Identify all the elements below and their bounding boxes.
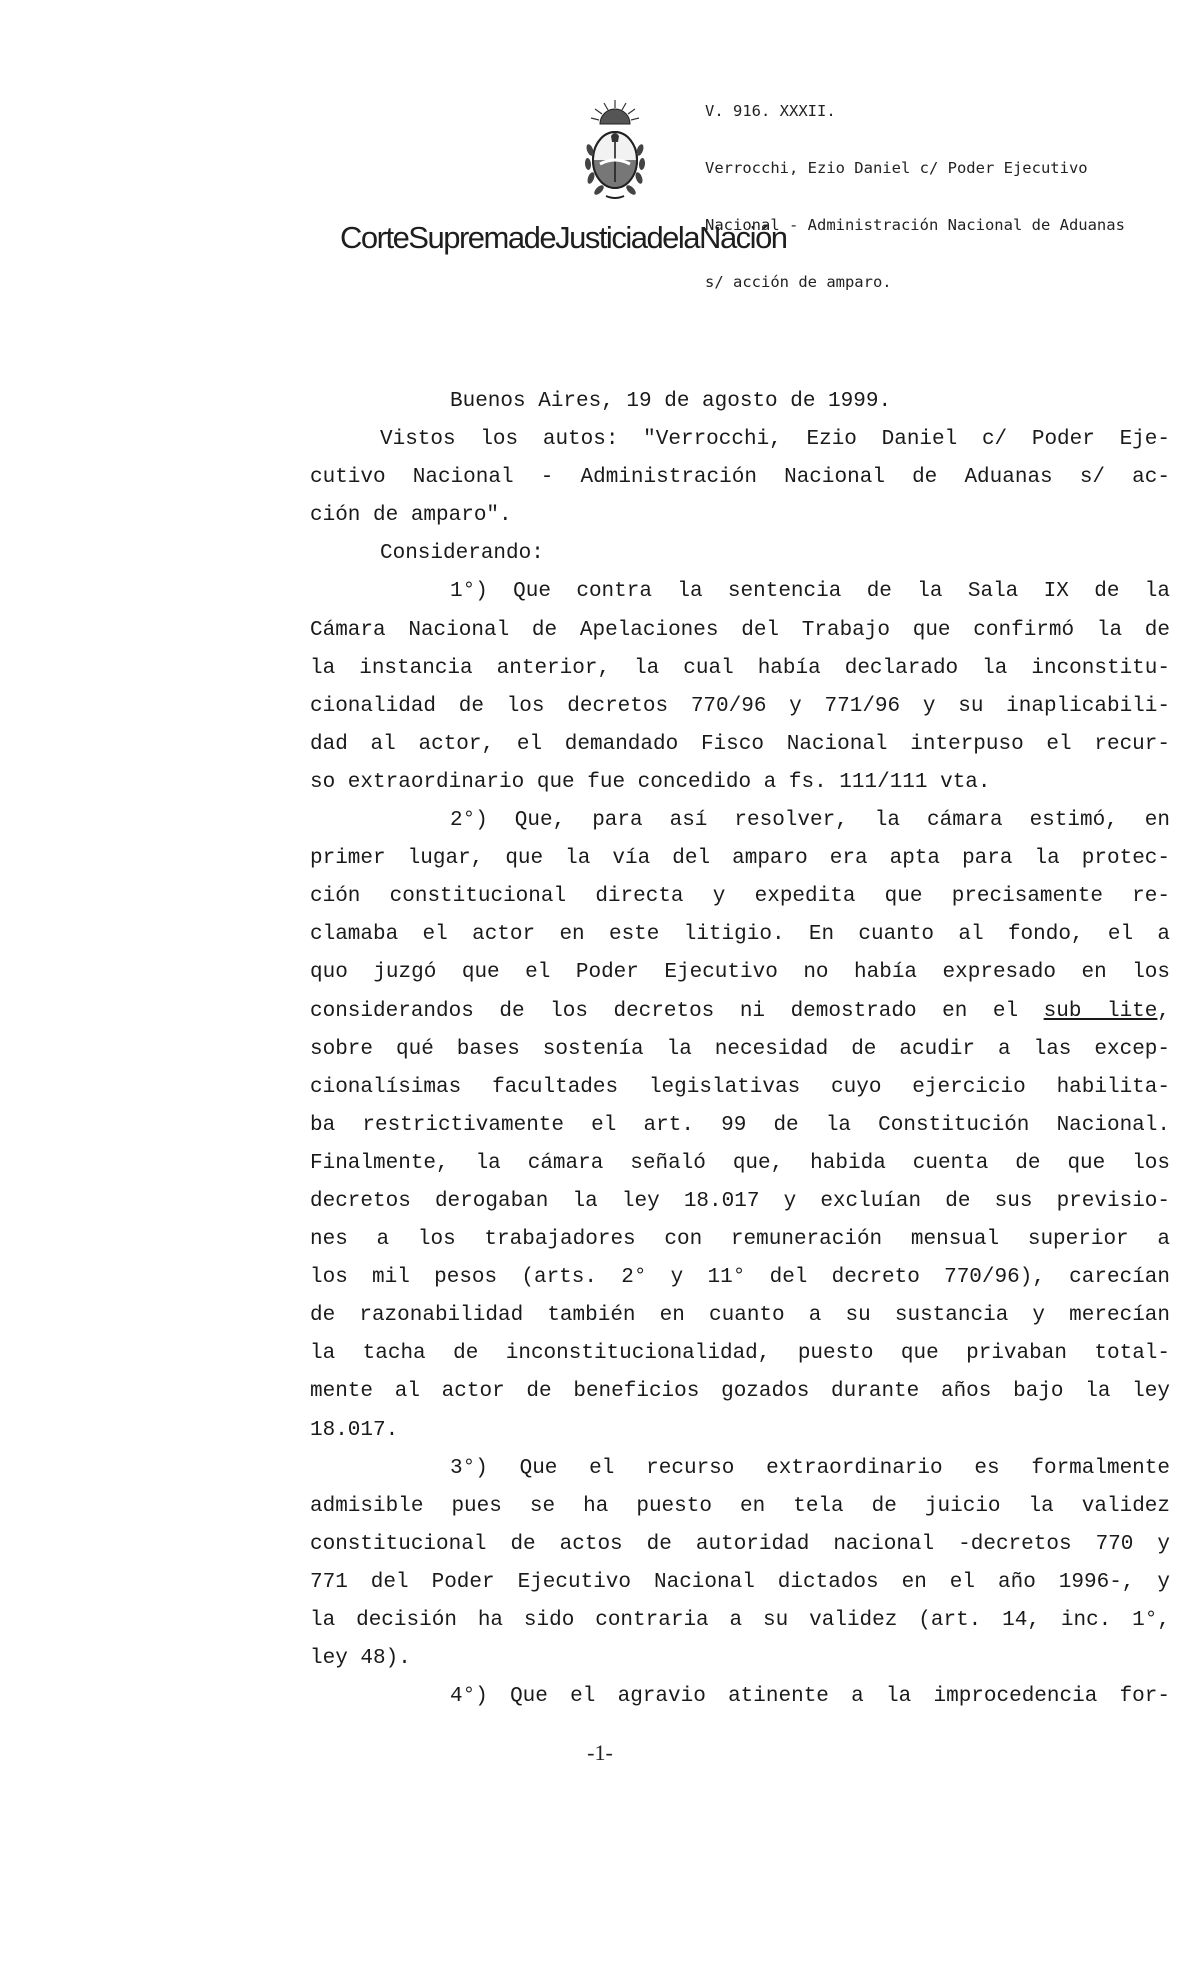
body-line: 3°) Que el recurso extraordinario es formalmente — [450, 1456, 1170, 1480]
body-line: clamaba el actor en este litigio. En cuanto al fondo, el a — [310, 923, 1170, 947]
body-line: la tacha de inconstitucionalidad, puesto que privaban total- — [310, 1342, 1170, 1366]
body-line: Finalmente, la cámara señaló que, habida cuenta de que los — [310, 1151, 1170, 1175]
case-title-line-3: s/ acción de amparo. — [705, 273, 892, 291]
body-line-tail: , — [1157, 999, 1170, 1023]
case-title-line-1: Verrocchi, Ezio Daniel c/ Poder Ejecutivo — [705, 159, 1088, 177]
body-line: ba restrictivamente el art. 99 de la Constitución Nacional. — [310, 1113, 1170, 1137]
body-line — [310, 993, 1170, 1031]
body-line: nes a los trabajadores con remuneración mensual superior a — [310, 1228, 1170, 1252]
body-line: mente al actor de beneficios gozados durante años bajo la ley — [310, 1380, 1170, 1404]
body-line: dad al actor, el demandado Fisco Nacional interpuso el recur- — [310, 732, 1170, 756]
body-line: 1°) Que contra la sentencia de la Sala IX de la — [450, 580, 1170, 604]
body-line-text: considerandos de los decretos ni demostrado en el — [310, 999, 1044, 1023]
case-reference — [705, 64, 1125, 330]
body-line: cutivo Nacional - Administración Nacional de Aduanas s/ ac- — [310, 466, 1170, 490]
court-name: CorteSupremadeJusticiadelaNación — [340, 220, 787, 255]
body-line: ley 48). — [310, 1647, 411, 1671]
body-line: 4°) Que el agravio atinente a la improcedencia for- — [450, 1685, 1170, 1709]
document-body — [310, 383, 1170, 1716]
body-line: Cámara Nacional de Apelaciones del Trabajo que confirmó la de — [310, 618, 1170, 642]
body-line: Considerando: — [380, 542, 544, 566]
body-line: admisible pues se ha puesto en tela de juicio la validez — [310, 1494, 1170, 1518]
body-line: 771 del Poder Ejecutivo Nacional dictados en el año 1996-, y — [310, 1570, 1170, 1594]
body-line: primer lugar, que la vía del amparo era apta para la protec- — [310, 847, 1170, 871]
body-line: quo juzgó que el Poder Ejecutivo no había expresado en los — [310, 961, 1170, 985]
body-line: 2°) Que, para así resolver, la cámara estimó, en — [450, 809, 1170, 833]
body-line: constitucional de actos de autoridad nacional -decretos 770 y — [310, 1532, 1170, 1556]
body-line: de razonabilidad también en cuanto a su sustancia y merecían — [310, 1304, 1170, 1328]
page-number-label: -1- — [587, 1740, 613, 1765]
body-line: ción de amparo". — [310, 504, 512, 528]
coat-of-arms-icon — [580, 98, 650, 202]
body-line: la instancia anterior, la cual había declarado la inconstitu- — [310, 656, 1170, 680]
body-line: Vistos los autos: "Verrocchi, Ezio Daniel c/ Poder Eje- — [380, 428, 1170, 452]
page-number — [0, 1740, 1200, 1766]
body-line: la decisión ha sido contraria a su validez (art. 14, inc. 1°, — [310, 1609, 1170, 1632]
body-line: Buenos Aires, 19 de agosto de 1999. — [450, 390, 892, 413]
case-number: V. 916. XXXII. — [705, 102, 836, 120]
body-line: cionalidad de los decretos 770/96 y 771/96 y su inaplicabili- — [310, 694, 1170, 718]
underlined-term: sub lite — [1043, 999, 1158, 1023]
body-line: los mil pesos (arts. 2° y 11° del decreto 770/96), carecían — [310, 1266, 1170, 1290]
case-title-line-2: Nacional - Administración Nacional de Aduanas — [705, 216, 1125, 234]
body-line: 18.017. — [310, 1418, 399, 1442]
body-line: so extraordinario que fue concedido a fs. 111/111 vta. — [310, 770, 991, 794]
body-line: sobre qué bases sostenía la necesidad de acudir a las excep- — [310, 1037, 1170, 1061]
body-line: cionalísimas facultades legislativas cuyo ejercicio habilita- — [310, 1075, 1170, 1099]
body-line: ción constitucional directa y expedita que precisamente re- — [310, 885, 1170, 909]
body-line: decretos derogaban la ley 18.017 y excluían de sus previsio- — [310, 1189, 1170, 1213]
